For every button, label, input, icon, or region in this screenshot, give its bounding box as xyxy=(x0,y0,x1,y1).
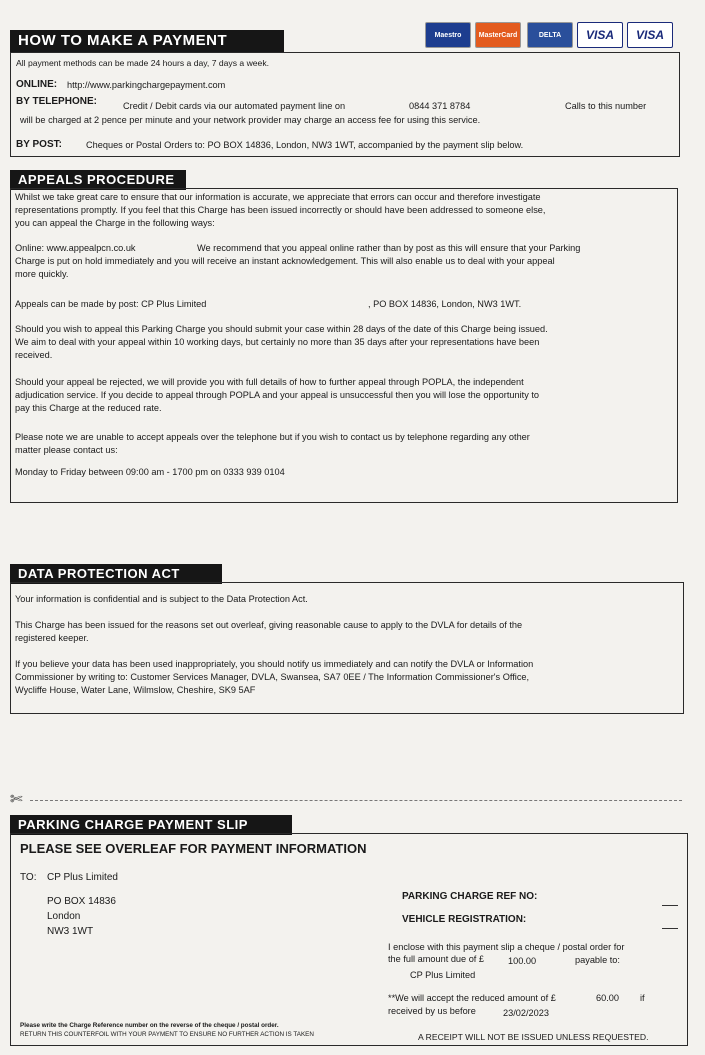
slip-to-label: TO: xyxy=(20,872,37,883)
vehicle-label: VEHICLE REGISTRATION: xyxy=(402,914,527,925)
appeals-p4-l3: pay this Charge at the reduced rate. xyxy=(15,403,162,413)
online-label: ONLINE: xyxy=(16,79,58,90)
visa-card-icon: VISA xyxy=(577,22,623,48)
appeals-p1-l3: you can appeal the Charge in the following ways: xyxy=(15,218,215,228)
scissors-icon: ✄ xyxy=(10,791,23,808)
appeals-online-l2: Charge is put on hold immediately and you will receive an instant acknowledgement. This will also enable us to deal with your appeal xyxy=(15,256,555,266)
dp-p2-l2: registered keeper. xyxy=(15,633,89,643)
appeals-online-l1: We recommend that you appeal online rather than by post as this will ensure that your Parking xyxy=(197,243,581,253)
telephone-calls: Calls to this number xyxy=(565,101,647,111)
maestro-card-icon: Maestro xyxy=(425,22,471,48)
slip-to-name: CP Plus Limited xyxy=(47,872,118,883)
slip-footnote-2: RETURN THIS COUNTERFOIL WITH YOUR PAYMENT TO ENSURE NO FURTHER ACTION IS TAKEN xyxy=(20,1031,314,1038)
dp-p1: Your information is confidential and is subject to the Data Protection Act. xyxy=(15,594,308,604)
enclose-l1: I enclose with this payment slip a cheque / postal order for xyxy=(388,942,625,952)
telephone-label: BY TELEPHONE: xyxy=(16,96,97,107)
enclose-l2b: payable to: xyxy=(575,955,620,965)
reduced-date: 23/02/2023 xyxy=(503,1008,549,1018)
reduced-l2: received by us before xyxy=(388,1006,476,1016)
appeals-p4-l2: adjudication service. If you decide to appeal through POPLA and your appeal is unsuccessful then you will lose the opportunity to xyxy=(15,390,540,400)
appeals-p5-l2: matter please contact us: xyxy=(15,445,118,455)
visa-electron-card-icon: VISA xyxy=(627,22,673,48)
slip-address-1: PO BOX 14836 xyxy=(47,896,116,907)
telephone-line2: will be charged at 2 pence per minute and your network provider may charge an access fee for using this service. xyxy=(20,115,481,125)
appeals-p4-l1: Should your appeal be rejected, we will provide you with full details of how to further appeal through POPLA, the independent xyxy=(15,377,524,387)
slip-address-3: NW3 1WT xyxy=(47,926,94,937)
data-protection-heading: DATA PROTECTION ACT xyxy=(10,564,222,584)
appeals-post-a: Appeals can be made by post: CP Plus Limited xyxy=(15,299,207,309)
mastercard-card-icon: MasterCard xyxy=(475,22,521,48)
payment-intro: All payment methods can be made 24 hours a day, 7 days a week. xyxy=(16,58,270,68)
post-text: Cheques or Postal Orders to: PO BOX 14836, London, NW3 1WT, accompanied by the payment slip below. xyxy=(86,140,524,150)
slip-footnote-1: Please write the Charge Reference number on the reverse of the cheque / postal order. xyxy=(20,1022,279,1029)
slip-address-2: London xyxy=(47,911,81,922)
appeals-post-b: , PO BOX 14836, London, NW3 1WT. xyxy=(368,299,522,309)
dp-p2-l1: This Charge has been issued for the reasons set out overleaf, giving reasonable cause to apply to the DVLA for details of the xyxy=(15,620,523,630)
appeals-online-label[interactable]: Online: www.appealpcn.co.uk xyxy=(15,243,136,253)
online-url[interactable]: http://www.parkingchargepayment.com xyxy=(67,80,226,90)
dp-p3-l2: Commissioner by writing to: Customer Services Manager, DVLA, Swansea, SA7 0EE / The Information Commissioner's Office, xyxy=(15,672,530,682)
vehicle-blank xyxy=(662,928,678,929)
telephone-number: 0844 371 8784 xyxy=(409,101,471,111)
reduced-amount: 60.00 xyxy=(596,993,619,1003)
appeals-p3-l2: We aim to deal with your appeal within 10 working days, but certainly no more than 35 days after your representations have been xyxy=(15,337,540,347)
appeals-heading: APPEALS PROCEDURE xyxy=(10,170,186,190)
appeals-p1-l1: Whilst we take great care to ensure that our information is accurate, we appreciate that errors can occur and therefore investigate xyxy=(15,192,541,202)
delta-card-icon: DELTA xyxy=(527,22,573,48)
appeals-p3-l1: Should you wish to appeal this Parking Charge you should submit your case within 28 days of the date of this Charge being issued. xyxy=(15,324,548,334)
slip-heading: PARKING CHARGE PAYMENT SLIP xyxy=(10,815,292,835)
telephone-text: Credit / Debit cards via our automated payment line on xyxy=(123,101,346,111)
appeals-p3-l3: received. xyxy=(15,350,53,360)
post-label: BY POST: xyxy=(16,139,62,150)
enclose-l2a: the full amount due of £ xyxy=(388,954,485,964)
appeals-p1-l2: representations promptly. If you feel that this Charge has been issued incorrectly or should have been addressed to someone else, xyxy=(15,205,546,215)
slip-subheading: PLEASE SEE OVERLEAF FOR PAYMENT INFORMATION xyxy=(20,841,367,856)
dp-p3-l1: If you believe your data has been used inappropriately, you should notify us immediately and can notify the DVLA or Information xyxy=(15,659,534,669)
cut-line xyxy=(30,800,682,801)
appeals-contact-line: Monday to Friday between 09:00 am - 1700 pm on 0333 939 0104 xyxy=(15,467,285,477)
ref-blank xyxy=(662,905,678,906)
reduced-l1a: **We will accept the reduced amount of £ xyxy=(388,993,556,1003)
receipt-note: A RECEIPT WILL NOT BE ISSUED UNLESS REQUESTED. xyxy=(418,1032,649,1042)
dp-p3-l3: Wycliffe House, Water Lane, Wilmslow, Cheshire, SK9 5AF xyxy=(15,685,256,695)
slip-box xyxy=(10,833,688,1046)
appeals-online-l3: more quickly. xyxy=(15,269,69,279)
full-amount: 100.00 xyxy=(508,956,537,966)
payee: CP Plus Limited xyxy=(410,970,476,980)
reduced-l1b: if xyxy=(640,993,645,1003)
ref-label: PARKING CHARGE REF NO: xyxy=(402,891,538,902)
payment-heading: HOW TO MAKE A PAYMENT xyxy=(10,30,284,52)
appeals-p5-l1: Please note we are unable to accept appeals over the telephone but if you wish to contact us by telephone regarding any other xyxy=(15,432,530,442)
